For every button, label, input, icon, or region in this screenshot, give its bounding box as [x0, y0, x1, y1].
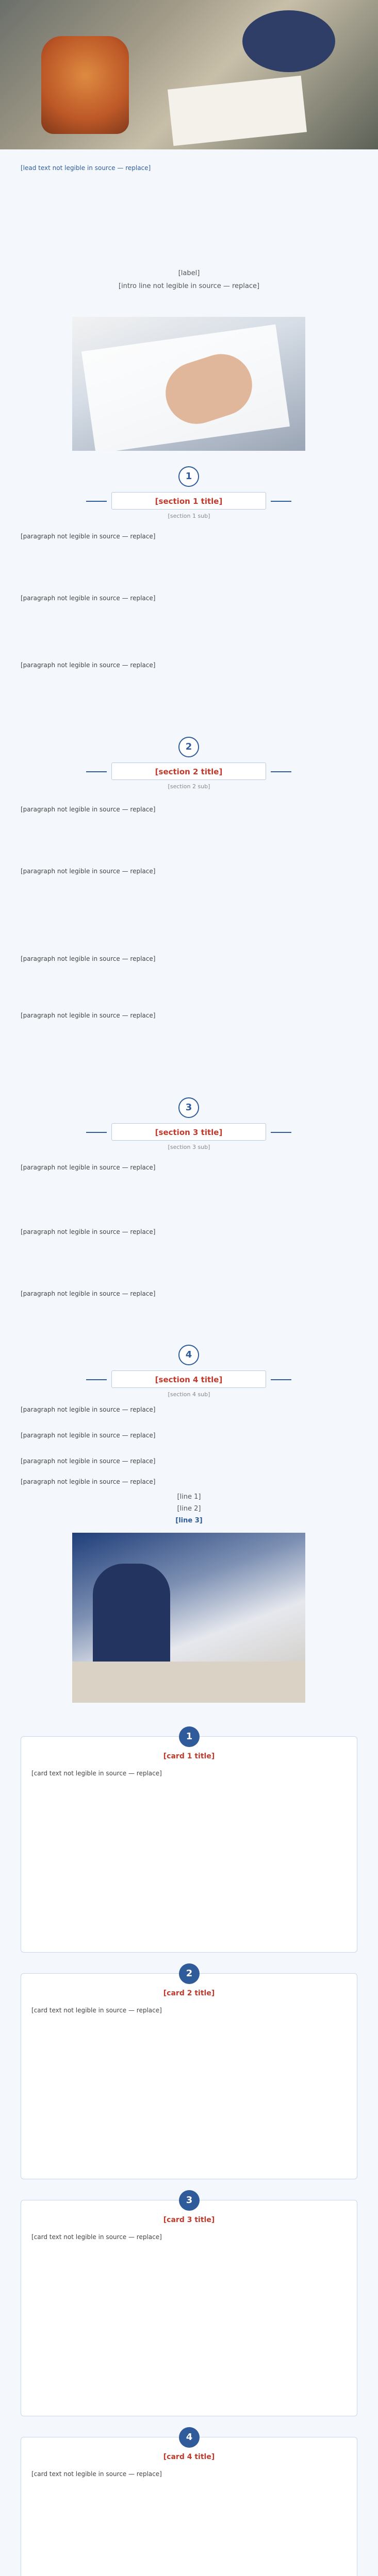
card-3-number: 3 [179, 2190, 200, 2211]
card-3-title: [card 3 title] [163, 2216, 215, 2224]
card-4-body: [card text not legible in source — replace] [31, 2470, 162, 2478]
section-3-para-3: [paragraph not legible in source — replace] [21, 1290, 156, 1297]
card-2-title: [card 2 title] [163, 1989, 215, 1997]
card-2 [21, 1968, 357, 2179]
card-3 [21, 2195, 357, 2416]
card-1 [21, 1731, 357, 1953]
section-1-sub: [section 1 sub] [168, 513, 210, 519]
section-2-number: 2 [178, 737, 199, 757]
section-3-sub: [section 3 sub] [168, 1144, 210, 1150]
section-2-para-3: [paragraph not legible in source — replace] [21, 955, 156, 962]
section-4-number: 4 [178, 1345, 199, 1365]
section-1-para-3: [paragraph not legible in source — replace] [21, 662, 156, 669]
section-4-title: [section 4 title] [111, 1370, 266, 1388]
photo-officer-cap-shape [242, 10, 335, 72]
card-1-number: 1 [179, 1726, 200, 1747]
section-2-para-1: [paragraph not legible in source — replace] [21, 806, 156, 813]
section-2-title: [section 2 title] [111, 762, 266, 780]
transition-line-1: [line 1] [177, 1493, 201, 1501]
section-3-para-2: [paragraph not legible in source — replace] [21, 1228, 156, 1235]
section-1-para-1: [paragraph not legible in source — replace] [21, 533, 156, 540]
card-4-title: [card 4 title] [163, 2453, 215, 2461]
section-1-number: 1 [178, 466, 199, 487]
section-3-para-1: [paragraph not legible in source — replace] [21, 1164, 156, 1171]
photo-jar-shape [41, 36, 129, 134]
photo-paper-shape [168, 76, 307, 146]
inspection-photo [72, 1533, 305, 1703]
card-1-body: [card text not legible in source — replace] [31, 1770, 162, 1777]
section-2-para-4: [paragraph not legible in source — replace] [21, 1012, 156, 1019]
section-2-para-2: [paragraph not legible in source — replace] [21, 868, 156, 875]
intro-line: [intro line not legible in source — replace] [118, 282, 260, 290]
card-1-title: [card 1 title] [163, 1752, 215, 1760]
section-1-para-2: [paragraph not legible in source — replace] [21, 595, 156, 602]
section-4-para-2: [paragraph not legible in source — replace] [21, 1432, 156, 1439]
card-2-number: 2 [179, 1963, 200, 1984]
section-3-title: [section 3 title] [111, 1123, 266, 1141]
section-4-para-1: [paragraph not legible in source — replace] [21, 1406, 156, 1413]
section-4-para-3: [paragraph not legible in source — replace] [21, 1458, 156, 1465]
section-4-para-4: [paragraph not legible in source — replace] [21, 1478, 156, 1485]
transition-line-2: [line 2] [177, 1505, 201, 1513]
section-1-title: [section 1 title] [111, 492, 266, 510]
card-4 [21, 2432, 357, 2576]
section-2-sub: [section 2 sub] [168, 783, 210, 790]
section-4-sub: [section 4 sub] [168, 1391, 210, 1398]
card-2-body: [card text not legible in source — replace] [31, 2007, 162, 2014]
header-photo [0, 0, 378, 149]
intro-label: [label] [178, 269, 200, 277]
section-3-number: 3 [178, 1097, 199, 1118]
writing-photo [72, 317, 305, 451]
card-3-body: [card text not legible in source — replace] [31, 2233, 162, 2241]
lead-paragraph: [lead text not legible in source — replace] [21, 164, 151, 172]
photo-desk-shape [72, 1662, 305, 1703]
card-4-number: 4 [179, 2427, 200, 2448]
transition-line-3: [line 3] [175, 1517, 203, 1524]
